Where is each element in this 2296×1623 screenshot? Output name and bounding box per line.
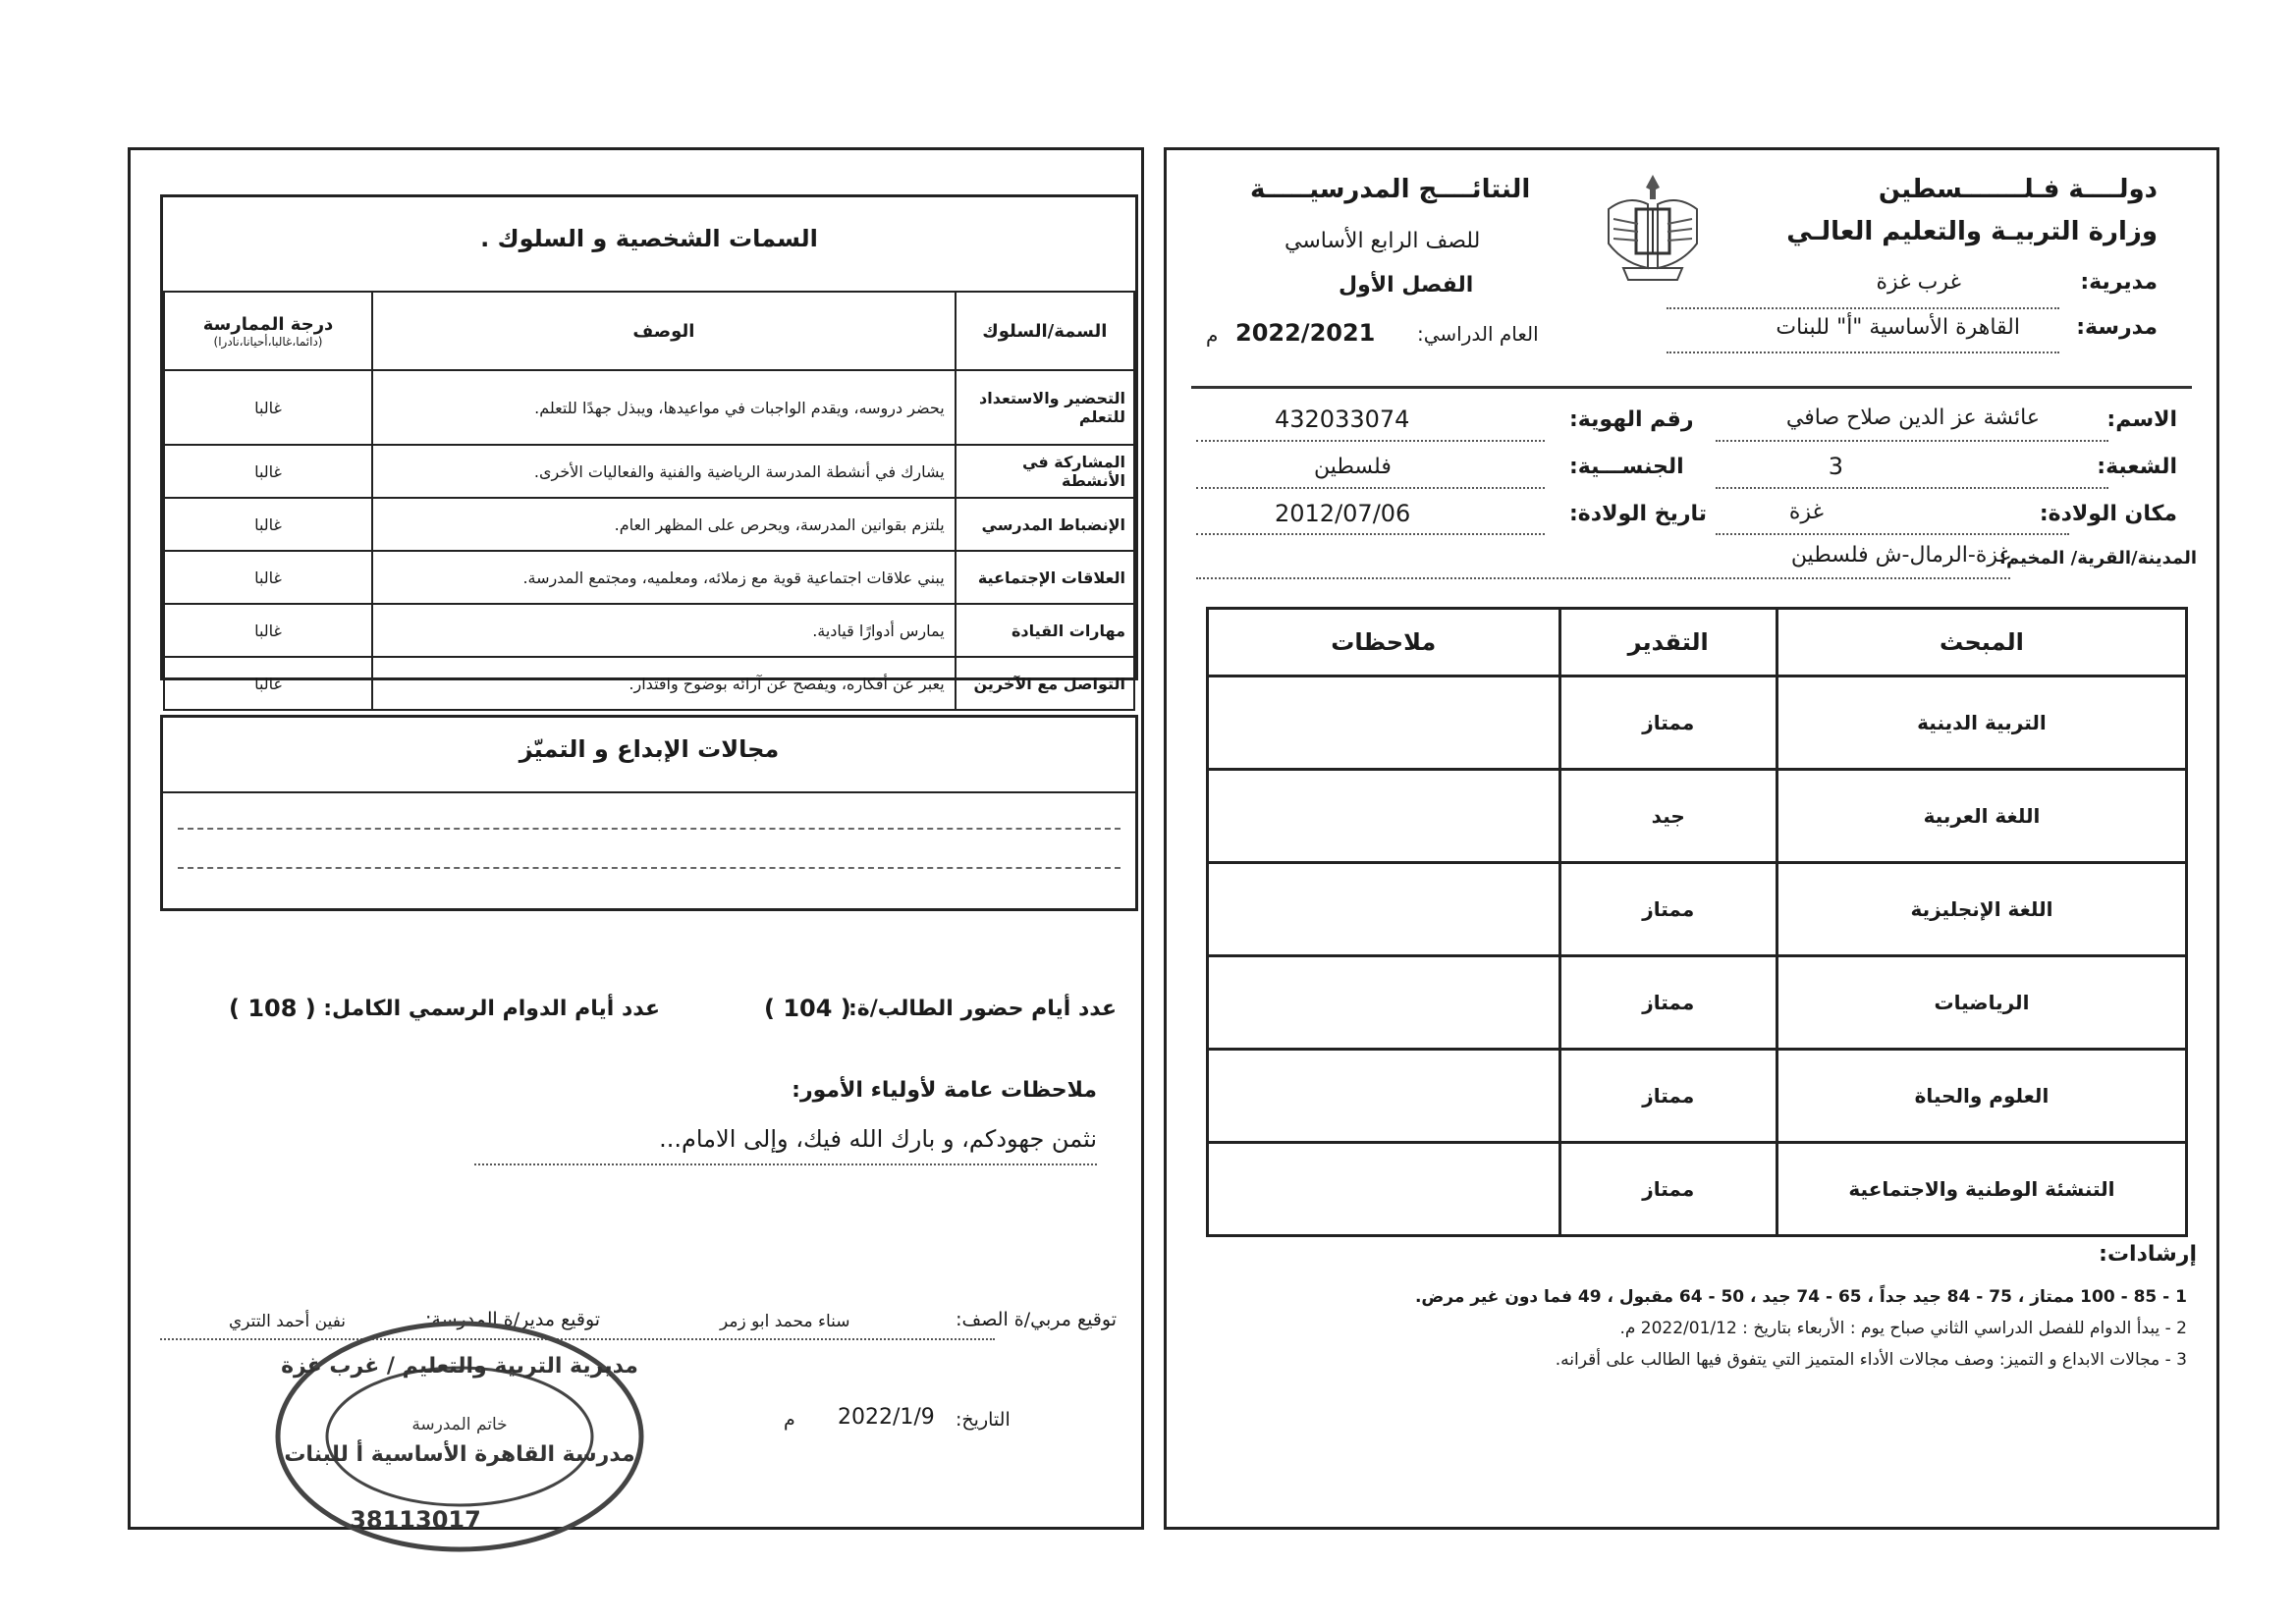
teacher-name: سناء محمد ابو زمر [720, 1312, 850, 1331]
id-line [1196, 440, 1545, 442]
school-line [1667, 352, 2059, 353]
trait-name: التواصل مع الآخرين [956, 657, 1134, 710]
grade-title: للصف الرابع الأساسي [1285, 229, 1481, 253]
attendance-value: ( 104 ) [764, 995, 851, 1022]
stamp-line-3: خاتم المدرسة [411, 1415, 508, 1434]
subject-subject: العلوم والحياة [1777, 1050, 2186, 1143]
instruction-2: 2 - يبدأ الدوام للفصل الدراسي الثاني صباح يوم : الأربعاء بتاريخ : 2022/01/12 م. [1619, 1319, 2187, 1338]
ministry-name: وزارة التربيـة والتعليم العالـي [1786, 217, 2158, 246]
directorate-label: مديرية: [2080, 270, 2158, 295]
name-label: الاسم: [2106, 407, 2177, 432]
directorate-line [1667, 307, 2059, 309]
degree-header-label: درجة الممارسة [202, 313, 334, 335]
trait-degree: غالبا [164, 445, 372, 498]
birthdate-label: تاريخ الولادة: [1569, 502, 1708, 526]
birthplace-line [1716, 533, 2069, 535]
attendance-label: عدد أيام حضور الطالب/ة: [847, 997, 1117, 1021]
academic-year-value: 2022/2021 [1235, 319, 1376, 347]
trait-header: السمة/السلوك [956, 292, 1134, 370]
trait-row [164, 498, 1134, 551]
header-divider [1191, 386, 2192, 389]
subject-grade: ممتاز [1559, 863, 1777, 956]
subject-subject: اللغة العربية [1777, 770, 2186, 863]
academic-year-suffix: م [1206, 323, 1219, 347]
trait-name: الإنضباط المدرسي [956, 498, 1134, 551]
subject-notes [1208, 1143, 1560, 1236]
nationality-label: الجنســـية: [1569, 455, 1684, 479]
description-header: الوصف [372, 292, 956, 370]
subject-row [1208, 770, 2187, 863]
trait-degree: غالبا [164, 498, 372, 551]
subject-grade: ممتاز [1559, 676, 1777, 770]
eagle-emblem-icon [1599, 170, 1707, 288]
birthplace-label: مكان الولادة: [2039, 502, 2177, 526]
trait-row [164, 445, 1134, 498]
birthdate-line [1196, 533, 1545, 535]
subject-notes [1208, 863, 1560, 956]
subjects-table [1206, 607, 2188, 1237]
traits-title: السمات الشخصية و السلوك . [480, 225, 818, 252]
trait-description: يشارك في أنشطة المدرسة الرياضية والفنية والفعاليات الأخرى. [372, 445, 956, 498]
trait-description: يحضر دروسه، ويقدم الواجبات في مواعيدها، ويبذل جهدًا للتعلم. [372, 370, 956, 445]
stamp-line-1: مديرية التربية والتعليم / غرب غزة [281, 1354, 638, 1379]
city-label: المدينة/القرية/ المخيم: [1998, 548, 2197, 568]
school-label: مدرسة: [2076, 315, 2158, 340]
section-line [1716, 487, 2108, 489]
subject-notes [1208, 676, 1560, 770]
official-days-value: ( 108 ) [229, 995, 316, 1022]
subject-grade: ممتاز [1559, 1050, 1777, 1143]
grade-header: التقدير [1559, 609, 1777, 676]
section-label: الشعبة: [2097, 455, 2177, 479]
notes-header: ملاحظات [1208, 609, 1560, 676]
trait-name: مهارات القيادة [956, 604, 1134, 657]
nationality-value: فلسطين [1314, 455, 1392, 479]
principal-name: نفين أحمد التتري [229, 1312, 347, 1331]
stamp-line-2: مدرسة القاهرة الأساسية أ للبنات [284, 1442, 635, 1467]
trait-row [164, 551, 1134, 604]
date-suffix: م [784, 1409, 795, 1431]
trait-description: يلتزم بقوانين المدرسة، ويحرص على المظهر العام. [372, 498, 956, 551]
traits-table [163, 291, 1135, 711]
instructions-title: إرشادات: [2099, 1242, 2197, 1267]
date-value: 2022/1/9 [838, 1405, 935, 1430]
parent-notes-text: نثمن جهودكم، و بارك الله فيك، وإلى الامام... [659, 1125, 1097, 1153]
creativity-divider [163, 791, 1135, 793]
degree-header [164, 292, 372, 370]
results-title: النتائــــج المدرسيـــــة [1250, 175, 1531, 204]
subject-header: المبحث [1777, 609, 2186, 676]
principal-signature-label: توقيع مدير/ة المدرسة: [425, 1309, 601, 1330]
school-stamp [268, 1314, 651, 1559]
trait-name: المشاركة في الأنشطة [956, 445, 1134, 498]
official-days-label: عدد أيام الدوام الرسمي الكامل: [323, 997, 660, 1021]
id-value: 432033074 [1275, 406, 1410, 433]
creativity-title: مجالات الإبداع و التميّز [519, 735, 780, 763]
trait-row [164, 657, 1134, 710]
subject-notes [1208, 1050, 1560, 1143]
birthplace-value: غزة [1788, 500, 1824, 524]
trait-degree: غالبا [164, 604, 372, 657]
trait-degree: غالبا [164, 370, 372, 445]
subject-row [1208, 1143, 2187, 1236]
stamp-number: 38113017 [350, 1506, 481, 1534]
subject-grade: ممتاز [1559, 1143, 1777, 1236]
trait-degree: غالبا [164, 551, 372, 604]
section-value: 3 [1828, 453, 1843, 480]
city-line [1196, 577, 2010, 579]
degree-header-note: (دائما،غالبا،أحيانا،نادرا) [213, 334, 323, 349]
subject-row [1208, 863, 2187, 956]
trait-description: يبني علاقات اجتماعية قوية مع زملائه، ومعلميه، ومجتمع المدرسة. [372, 551, 956, 604]
trait-name: التحضير والاستعداد للتعلم [956, 370, 1134, 445]
subject-row [1208, 956, 2187, 1050]
trait-description: يمارس أدوارًا قيادية. [372, 604, 956, 657]
nationality-line [1196, 487, 1545, 489]
city-value: غزة-الرمال-ش فلسطين [1790, 543, 2010, 568]
subject-subject: التربية الدينية [1777, 676, 2186, 770]
birthdate-value: 2012/07/06 [1275, 500, 1411, 527]
date-label: التاريخ: [956, 1409, 1011, 1431]
trait-name: العلاقات الإجتماعية [956, 551, 1134, 604]
creativity-line-1 [178, 828, 1121, 830]
directorate-value: غرب غزة [1876, 270, 1961, 295]
right-panel [1164, 147, 2219, 1530]
id-label: رقم الهوية: [1569, 407, 1694, 432]
subject-grade: ممتاز [1559, 956, 1777, 1050]
instruction-1: 1 - 85 - 100 ممتاز ، 75 - 84 جيد جداً ، 65 - 74 جيد ، 50 - 64 مقبول ، 49 فما دون غير مرض. [1414, 1287, 2187, 1307]
semester-title: الفصل الأول [1339, 273, 1474, 298]
academic-year-label: العام الدراسي: [1417, 322, 1539, 346]
state-name: دولــــة فـلـــــــسطين [1878, 175, 2158, 204]
trait-row [164, 370, 1134, 445]
student-name: عائشة عز الدين صلاح صافي [1785, 406, 2040, 430]
trait-row [164, 604, 1134, 657]
trait-description: يعبر عن أفكاره، ويفصح عن آرائه بوضوح واقتدار. [372, 657, 956, 710]
trait-degree: غالبا [164, 657, 372, 710]
subject-grade: جيد [1559, 770, 1777, 863]
subject-row [1208, 676, 2187, 770]
subject-row [1208, 1050, 2187, 1143]
subject-notes [1208, 770, 1560, 863]
creativity-line-2 [178, 867, 1121, 869]
school-value: القاهرة الأساسية "أ" للبنات [1776, 315, 2020, 340]
instruction-3: 3 - مجالات الابداع و التميز: وصف مجالات الأداء المتميز التي يتفوق فيها الطالب على أقرانه. [1555, 1350, 2187, 1370]
creativity-section [160, 715, 1138, 911]
parent-notes-label: ملاحظات عامة لأولياء الأمور: [792, 1078, 1097, 1103]
traits-section [160, 194, 1138, 693]
subject-subject: اللغة الإنجليزية [1777, 863, 2186, 956]
name-line [1716, 440, 2108, 442]
subject-subject: التنشئة الوطنية والاجتماعية [1777, 1143, 2186, 1236]
teacher-signature-label: توقيع مربي/ة الصف: [956, 1309, 1117, 1330]
left-panel [128, 147, 1144, 1534]
subject-subject: الرياضيات [1777, 956, 2186, 1050]
subject-notes [1208, 956, 1560, 1050]
notes-underline [474, 1163, 1097, 1165]
